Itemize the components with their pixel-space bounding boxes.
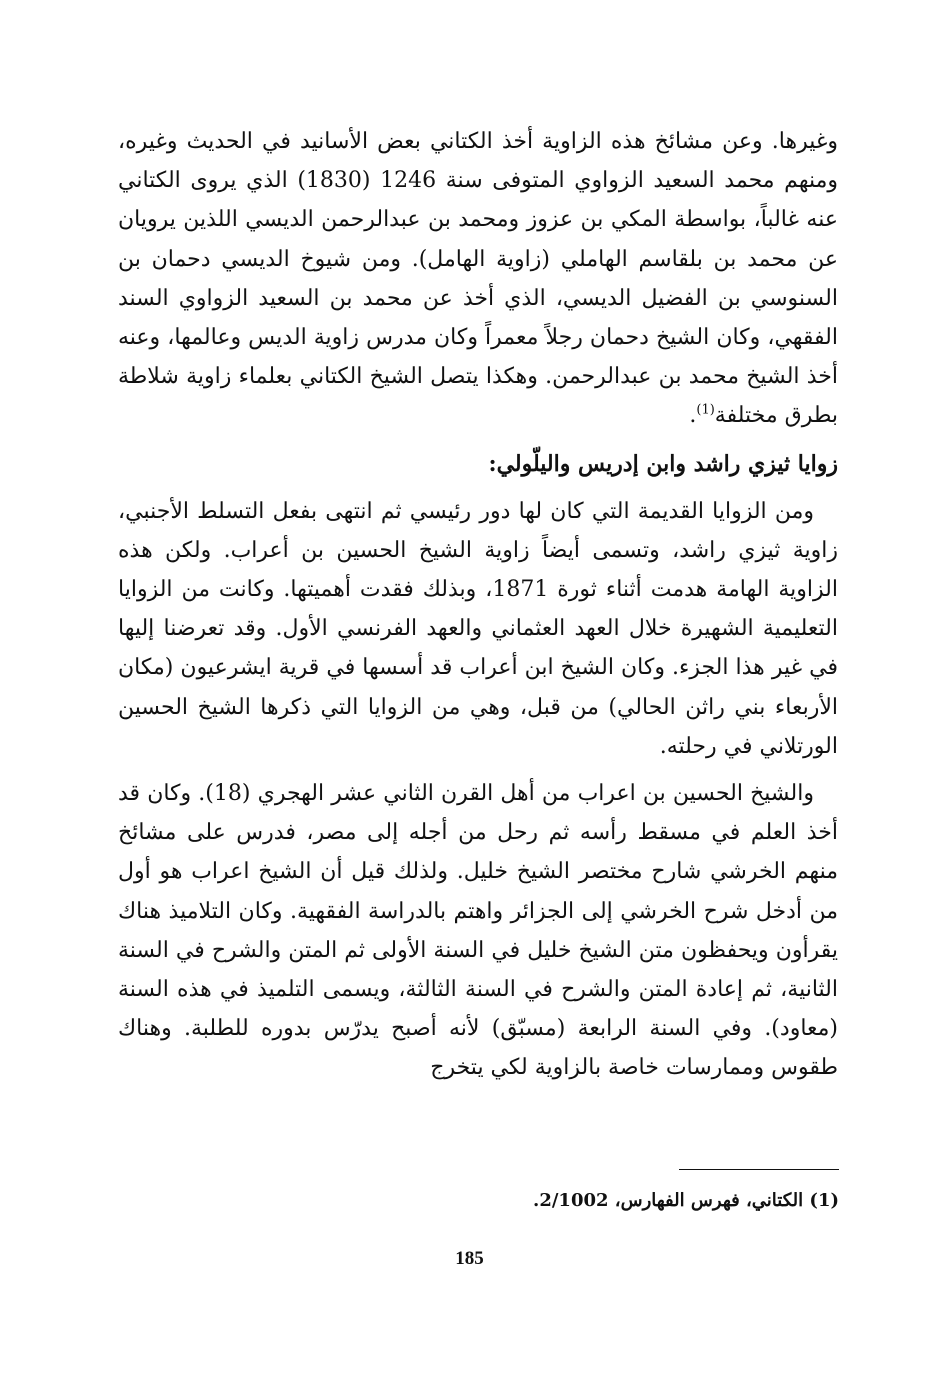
paragraph-1-end: .	[689, 403, 697, 429]
footnote-divider	[679, 1169, 839, 1170]
section-heading: زوايا ثيزي راشد وابن إدريس واليلّولي:	[488, 450, 838, 477]
page-number: 185	[455, 1248, 484, 1269]
paragraph-3: والشيخ الحسين بن اعراب من أهل القرن الثاني عشر الهجري (18). وكان قد أخذ العلم في مسقط رأسه ثم رحل من أجله إلى مصر، فدرس على مشائخ منهم الخرشي شارح مختصر الشيخ خليل. ولذلك قيل أن الشيخ اعراب هو أول من أدخل شرح الخرشي إلى الجزائر واهتم بالدراسة الفقهية. وكان التلاميذ هناك يقرأون ويحفظون متن الشيخ خليل في السنة الأولى ثم المتن والشرح في السنة الثانية، ثم إعادة المتن والشرح في السنة الثالثة، ويسمى التلميذ في هذه السنة (معاود). وفي السنة الرابعة (مسبّق) لأنه أصبح يدرّس بدوره للطلبة. وهناك طقوس وممارسات خاصة بالزاوية لكي يتخرج	[118, 781, 838, 1081]
paragraph-2: ومن الزوايا القديمة التي كان لها دور رئيسي ثم انتهى بفعل التسلط الأجنبي، زاوية ثيزي راشد، وتسمى أيضاً زاوية الشيخ الحسين بن أعراب. ولكن هذه الزاوية الهامة هدمت أثناء ثورة 1871، وبذلك فقدت أهميتها. وكانت من الزوايا التعليمية الشهيرة خلال العهد العثماني والعهد الفرنسي الأول. وقد تعرضنا إليها في غير هذا الجزء. وكان الشيخ ابن أعراب قد أسسها في قرية ايشرعيون (مكان الأربعاء بني راثن الحالي) من قبل، وهي من الزوايا التي ذكرها الشيخ الحسين الورتلاني في رحلته.	[118, 498, 838, 759]
paragraph-1	[118, 122, 838, 436]
paragraph-1-text: وغيرها. وعن مشائخ هذه الزاوية أخذ الكتاني بعض الأسانيد في الحديث وغيره، ومنهم محمد السعيد الزواوي المتوفى سنة 1246 (1830) الذي يروى الكتاني عنه غالباً، بواسطة المكي بن عزوز ومحمد بن عبدالرحمن الديسي اللذين يرويان عن محمد بن بلقاسم الهاملي (زاوية الهامل). ومن شيوخ الديسي دحمان بن السنوسي بن الفضيل الديسي، الذي أخذ عن محمد بن السعيد الزواوي السند الفقهي، وكان الشيخ دحمان رجلاً معمراً وكان مدرس زاوية الديس وعالمها، وعنه أخذ الشيخ محمد بن عبدالرحمن. وهكذا يتصل الشيخ الكتاني بعلماء زاوية شلاطة بطرق مختلفة	[118, 129, 839, 429]
footnote-marker: (1)	[696, 403, 715, 419]
page-body	[118, 122, 838, 1088]
footnote: (1) الكتاني، فهرس الفهارس، 2/1002.	[533, 1190, 839, 1211]
paragraph-gap	[118, 766, 838, 774]
